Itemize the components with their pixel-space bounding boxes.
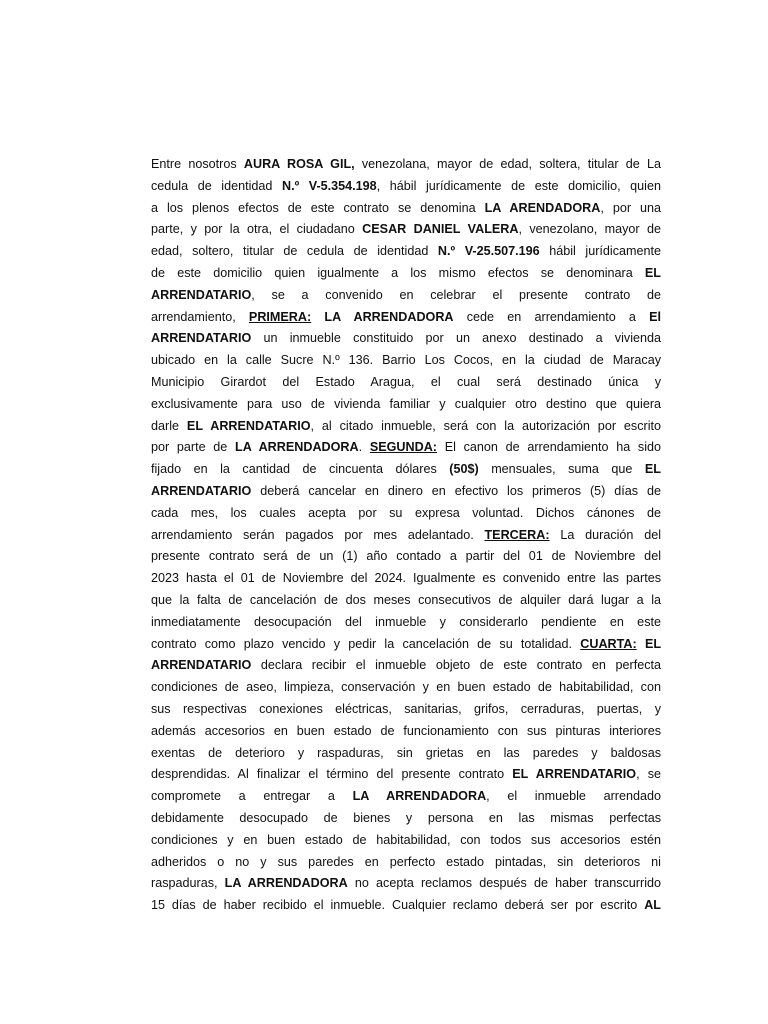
text-line (151, 416, 661, 438)
bold-text: N.º V-25.507.196 (437, 244, 540, 259)
bold-text: ARRENDATARIO (151, 658, 252, 673)
text-segment: venezolana, mayor de edad, soltera, titular de La (354, 157, 662, 171)
text-segment: parte, y por la otra, el ciudadano (151, 222, 363, 237)
text-segment: 2023 hasta el 01 de Noviembre del 2024. Igualmente es convenido entre las partes (151, 571, 661, 586)
text-line (151, 525, 661, 547)
bold-text: N.º V-5.354.198 (281, 178, 377, 193)
bold-text: ARRENDATARIO (151, 483, 252, 498)
text-segment (637, 637, 645, 651)
text-line (151, 568, 661, 590)
text-segment: que la falta de cancelación de dos meses consecutivos de alquiler dará lugar a la (151, 592, 661, 607)
text-segment: La duración del (549, 527, 661, 542)
text-segment: deberá cancelar en dinero en efectivo los primeros (5) días de (251, 483, 662, 498)
text-segment: un inmueble constituido por un anexo destinado a vivienda (251, 331, 662, 346)
text-line (151, 350, 661, 372)
text-segment: arrendamiento serán pagados por mes adelantado. (151, 527, 485, 542)
bold-text: EL ARRENDATARIO (512, 767, 637, 782)
text-segment: darle (151, 418, 187, 433)
text-line (151, 743, 661, 765)
text-segment: no acepta reclamos después de haber transcurrido (347, 876, 661, 891)
text-segment: exentas de deterioro y raspaduras, sin grietas en las paredes y baldosas (151, 745, 661, 760)
text-segment: hábil jurídicamente (539, 244, 661, 259)
text-segment: sus respectivas conexiones eléctricas, sanitarias, grifos, cerraduras, puertas, y (151, 701, 661, 716)
text-segment: adheridos o no y sus paredes en perfecto estado pintadas, sin deterioros ni (151, 854, 661, 869)
bold-text: LA ARRENDADORA (224, 876, 348, 891)
text-line (151, 263, 661, 285)
text-line (151, 459, 661, 481)
text-line (151, 437, 661, 459)
text-line (151, 764, 661, 786)
text-line (151, 873, 661, 895)
text-segment: edad, soltero, titular de cedula de identidad (151, 244, 438, 259)
text-segment: fijado en la cantidad de cincuenta dólares (151, 462, 450, 477)
text-line (151, 154, 661, 176)
bold-text: LA ARRENDADORA (324, 309, 454, 324)
text-line (151, 546, 661, 568)
text-line (151, 394, 661, 416)
text-line (151, 328, 661, 350)
text-segment: presente contrato será de un (1) año contado a partir del 01 de Noviembre del (151, 549, 661, 564)
text-segment: condiciones y en buen estado de habitabilidad, con todos sus accesorios estén (151, 832, 662, 847)
text-segment: por parte de (151, 440, 236, 455)
text-segment: cede en arrendamiento a (453, 309, 650, 324)
bold-text: PRIMERA: (248, 309, 312, 324)
text-segment: , al citado inmueble, será con la autorización por escrito (310, 418, 662, 433)
text-segment: declara recibir el inmueble objeto de este contrato en perfecta (251, 658, 662, 673)
text-segment: , venezolano, mayor de (518, 222, 661, 237)
text-segment: arrendamiento, (151, 309, 249, 324)
text-line (151, 786, 661, 808)
bold-text: CESAR DANIEL VALERA (362, 222, 519, 237)
text-line (151, 677, 661, 699)
bold-text: CUARTA: (580, 636, 637, 651)
text-line (151, 895, 661, 917)
text-segment: mensuales, suma que (478, 462, 645, 477)
bold-text: EL (644, 636, 662, 651)
bold-text: SEGUNDA: (369, 440, 437, 455)
text-line (151, 372, 661, 394)
text-segment: , se a convenido en celebrar el presente contrato de (251, 287, 661, 302)
text-line (151, 808, 661, 830)
text-line (151, 198, 661, 220)
bold-text: (50$) (449, 462, 479, 477)
text-segment: Entre nosotros (151, 157, 244, 171)
bold-text: LA ARRENDADORA (235, 440, 359, 455)
text-segment: condiciones de aseo, limpieza, conservación y en buen estado de habitabilidad, con (151, 680, 661, 695)
bold-text: EL (644, 462, 661, 477)
text-line (151, 307, 661, 329)
bold-text: LA ARRENDADORA (352, 789, 487, 804)
bold-text: AURA ROSA GIL, (243, 157, 355, 171)
bold-text: LA ARENDADORA (484, 200, 601, 215)
text-segment: inmediatamente desocupación del inmueble y considerarlo pendiente en este (151, 614, 661, 629)
text-segment: Municipio Girardot del Estado Aragua, el cual será destinado única y (151, 374, 661, 389)
text-segment: El canon de arrendamiento ha sido (437, 440, 662, 455)
text-segment: , hábil jurídicamente de este domicilio, quien (376, 178, 661, 193)
text-segment: compromete a entregar a (151, 789, 353, 804)
text-line (151, 176, 661, 198)
text-segment: , por una (600, 200, 662, 215)
contract-paragraph (151, 154, 661, 917)
text-line (151, 830, 661, 852)
text-line (151, 219, 661, 241)
text-segment: además accesorios en buen estado de funcionamiento con sus pinturas interiores (151, 723, 661, 738)
text-segment: contrato como plazo vencido y pedir la cancelación de su totalidad. (151, 636, 581, 651)
text-line (151, 699, 661, 721)
bold-text: EL ARRENDATARIO (186, 418, 311, 433)
text-line (151, 634, 661, 656)
text-line (151, 285, 661, 307)
text-segment (311, 310, 324, 324)
text-segment: , se (636, 767, 662, 782)
text-line (151, 590, 661, 612)
text-segment: debidamente desocupado de bienes y persona en las mismas perfectas (151, 810, 661, 825)
text-line (151, 852, 661, 874)
text-segment: de este domicilio quien igualmente a los mismo efectos se denominara (151, 265, 645, 280)
bold-text: EL (644, 265, 661, 280)
text-segment: ubicado en la calle Sucre N.º 136. Barrio Los Cocos, en la ciudad de Maracay (151, 353, 662, 368)
text-line (151, 612, 661, 634)
text-line (151, 503, 661, 525)
bold-text: El (649, 309, 662, 324)
text-segment: , el inmueble arrendado (486, 789, 662, 804)
text-line (151, 655, 661, 677)
text-segment: desprendidas. Al finalizar el término del presente contrato (151, 767, 513, 782)
bold-text: ARRENDATARIO (151, 331, 252, 346)
text-line (151, 481, 661, 503)
text-segment: 15 días de haber recibido el inmueble. Cualquier reclamo deberá ser por escrito (151, 898, 645, 913)
text-segment: raspaduras, (151, 876, 225, 891)
text-segment: . (358, 440, 370, 455)
text-segment: a los plenos efectos de este contrato se denomina (151, 200, 485, 215)
text-segment: exclusivamente para uso de vivienda familiar y cualquier otro destino que quiera (151, 396, 662, 411)
bold-text: AL (644, 898, 661, 913)
text-segment: cedula de identidad (151, 178, 282, 193)
text-line (151, 241, 661, 263)
bold-text: TERCERA: (484, 527, 550, 542)
text-segment: cada mes, los cuales acepta por su expresa voluntad. Dichos cánones de (151, 505, 661, 520)
bold-text: ARRENDATARIO (151, 287, 252, 302)
text-line (151, 721, 661, 743)
